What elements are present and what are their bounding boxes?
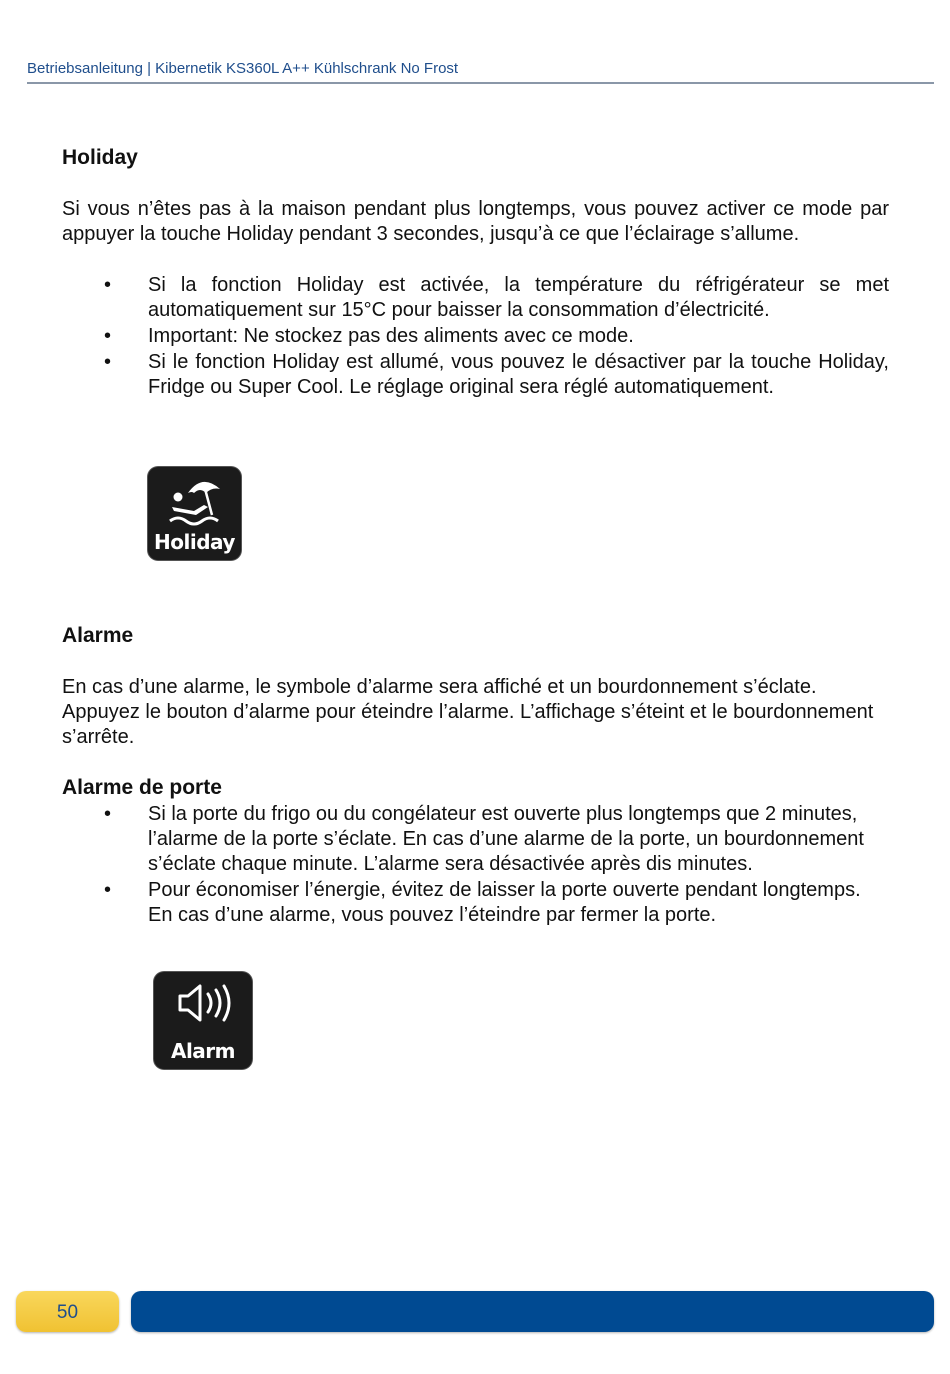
holiday-heading: Holiday — [62, 146, 138, 169]
holiday-section — [62, 146, 889, 401]
holiday-button-label: Holiday — [154, 530, 235, 554]
list-item: • Si la porte du frigo ou du congélateur est ouverte plus longtemps que 2 minutes, l’alarme de la porte s’éclate. En cas d’une alarme de la porte, un bourdonnement s’éclate chaque minute. L’alarme sera désactivée après dis minutes. — [104, 803, 864, 875]
alarm-heading: Alarme — [62, 624, 134, 647]
page-number: 50 — [56, 1302, 79, 1323]
document-header-title: Betriebsanleitung | Kibernetik KS360L A++ Kühlschrank No Frost — [27, 60, 459, 77]
alarm-button-label: Alarm — [170, 1039, 236, 1063]
header-divider — [27, 82, 934, 84]
list-item: • Pour économiser l’énergie, évitez de laisser la porte ouverte pendant longtemps. En cas d’une alarme, vous pouvez l’éteindre par fermer la porte. — [104, 879, 861, 926]
list-item: • Si le fonction Holiday est allumé, vous pouvez le désactiver par la touche Holiday, Fridge ou Super Cool. Le réglage original sera réglé automatiquement. — [104, 351, 889, 398]
holiday-intro: Si vous n’êtes pas à la maison pendant plus longtemps, vous pouvez activer ce mode par appuyer la touche Holiday pendant 3 secondes, jusqu’à ce que l’éclairage s’allume. — [62, 198, 889, 245]
footer-bar — [131, 1291, 934, 1332]
alarm-button-image — [154, 972, 252, 1069]
bullet-icon: • — [104, 803, 112, 825]
alarm-section — [62, 624, 889, 929]
bullet-icon: • — [104, 274, 112, 296]
list-item: • Si la fonction Holiday est activée, la température du réfrigérateur se met automatiquement sur 15°C pour baisser la consommation d’électricité. — [104, 274, 889, 321]
door-alarm-bullet-list — [62, 802, 889, 928]
holiday-button-image — [148, 467, 241, 560]
bullet-icon: • — [104, 879, 112, 901]
door-alarm-heading: Alarme de porte — [62, 776, 222, 799]
holiday-bullet-list — [62, 273, 889, 400]
bullet-icon: • — [104, 325, 112, 347]
page-number-tab — [16, 1291, 119, 1332]
list-item: • Important: Ne stockez pas des aliments avec ce mode. — [104, 325, 634, 347]
alarm-intro: En cas d’une alarme, le symbole d’alarme sera affiché et un bourdonnement s’éclate. Appuyez le bouton d’alarme pour éteindre l’alarme. L’affichage s’éteint et le bourdonnement s’arrête. — [62, 676, 874, 748]
bullet-icon: • — [104, 351, 112, 373]
